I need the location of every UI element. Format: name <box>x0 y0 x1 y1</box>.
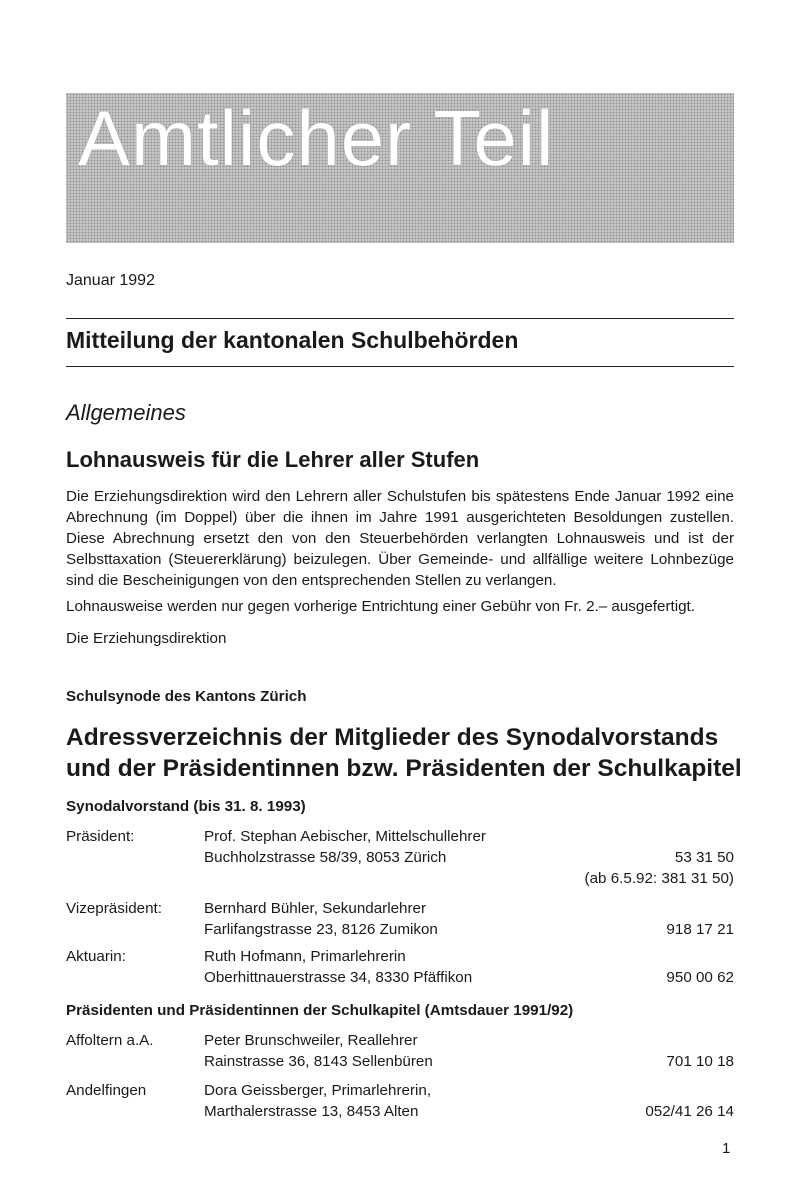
page-number: 1 <box>722 1140 731 1157</box>
entry-phone-block <box>666 898 734 940</box>
entry-role: Aktuarin: <box>66 948 126 965</box>
header-banner <box>66 93 734 243</box>
directory-heading-line2: und der Präsidentinnen bzw. Präsidenten der Schulkapitel <box>66 755 742 782</box>
entry-address: Buchholzstrasse 58/39, 8053 Zürich <box>204 849 447 866</box>
entry-phone: 701 10 18 <box>666 1053 734 1070</box>
entry-phone-block <box>666 946 734 988</box>
entry-address: Rainstrasse 36, 8143 Sellenbüren <box>204 1053 433 1070</box>
entry-role: Affoltern a.A. <box>66 1032 154 1049</box>
entry-contact <box>204 898 438 940</box>
entry-name: Bernhard Bühler, Sekundarlehrer <box>204 900 427 917</box>
article-signature: Die Erziehungsdirektion <box>66 630 227 647</box>
article-note-fee: Lohnausweise werden nur gegen vorherige Entrichtung einer Gebühr von Fr. 2.– ausgefertigt. <box>66 598 695 615</box>
entry-phone: 53 31 50 <box>674 849 734 866</box>
directory-heading <box>66 722 742 784</box>
entry-name: Ruth Hofmann, Primarlehrerin <box>204 948 406 965</box>
entry-phone-block <box>645 1080 734 1122</box>
entry-phone-block <box>585 826 734 889</box>
subsection-title: Allgemeines <box>66 400 186 425</box>
entry-phone: 052/41 26 14 <box>645 1103 734 1120</box>
org-name: Schulsynode des Kantons Zürich <box>66 688 307 705</box>
entry-name: Dora Geissberger, Primarlehrerin, <box>204 1082 432 1099</box>
entry-name: Peter Brunschweiler, Reallehrer <box>204 1032 418 1049</box>
entry-role: Andelfingen <box>66 1082 147 1099</box>
article-body-lohnausweis: Die Erziehungsdirektion wird den Lehrern aller Schulstufen bis spätestens Ende Januar 1992 eine Abrechnung (im Doppel) über die ihnen im Jahre 1991 ausgerichteten Besoldungen zustellen. Diese Abrechnung ersetzt den von den Steuerbehörden verlangten Lohnausweis und ist der Selbsttaxation (Steuererklärung) beizulegen. Über Gemeinde- und allfällige weitere Lohnbezüge sind die Bescheinigungen von den entsprechenden Stellen zu verlangen. <box>66 488 734 589</box>
entry-role: Präsident: <box>66 828 135 845</box>
article-heading-lohnausweis: Lohnausweis für die Lehrer aller Stufen <box>66 447 480 472</box>
entry-phone: 918 17 21 <box>666 921 734 938</box>
entry-address: Marthalerstrasse 13, 8453 Alten <box>204 1103 419 1120</box>
rule-bottom <box>66 366 734 367</box>
entry-name: Prof. Stephan Aebischer, Mittelschullehrer <box>204 828 486 845</box>
group-schulkapitel: Präsidenten und Präsidentinnen der Schulkapitel (Amtsdauer 1991/92) <box>66 1002 574 1019</box>
entry-contact <box>204 826 486 868</box>
directory-heading-line1: Adressverzeichnis der Mitglieder des Synodalvorstands <box>66 724 719 751</box>
group-synodalvorstand: Synodalvorstand (bis 31. 8. 1993) <box>66 798 306 815</box>
entry-contact <box>204 1030 433 1072</box>
section-title: Mitteilung der kantonalen Schulbehörden <box>66 327 519 353</box>
rule-top <box>66 318 734 319</box>
entry-contact <box>204 946 472 988</box>
entry-contact <box>204 1080 431 1122</box>
entry-address: Oberhittnauerstrasse 34, 8330 Pfäffikon <box>204 969 473 986</box>
issue-date: Januar 1992 <box>66 272 155 289</box>
entry-phone: 950 00 62 <box>666 969 734 986</box>
banner-title: Amtlicher Teil <box>78 94 555 182</box>
entry-phone-block <box>666 1030 734 1072</box>
entry-phone-note: (ab 6.5.92: 381 31 50) <box>584 870 734 887</box>
entry-role: Vizepräsident: <box>66 900 162 917</box>
entry-address: Farlifangstrasse 23, 8126 Zumikon <box>204 921 438 938</box>
